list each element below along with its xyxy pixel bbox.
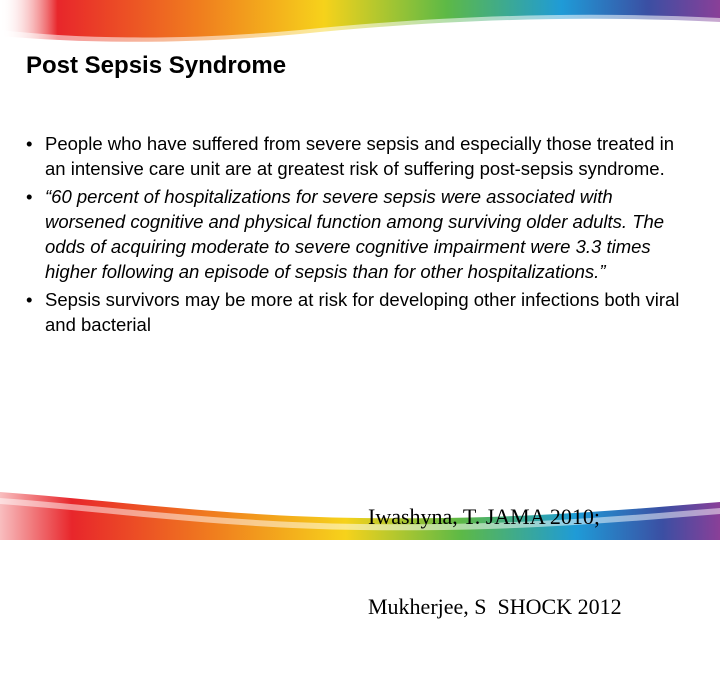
bullet-item [26, 287, 696, 337]
citation-line: Mukherjee, S SHOCK 2012 [368, 594, 622, 619]
bullet-item [26, 184, 696, 284]
bullet-quote-text: “60 percent of hospitalizations for severe sepsis were associated with worsened cognitive and physical function among surviving older adults. The odds of acquiring moderate to severe cognitive impairment were 3.3 times higher following an episode of sepsis than for other hospitalizations.” [45, 186, 665, 282]
citation-line: Iwashyna, T. JAMA 2010; [368, 504, 601, 529]
slide-title: Post Sepsis Syndrome [26, 52, 287, 79]
bullet-marker: • [26, 133, 33, 154]
bullet-list [26, 131, 696, 340]
bullet-text: People who have suffered from severe sepsis and especially those treated in an intensive care unit are at greatest risk of suffering post-sepsis syndrome. [45, 133, 675, 179]
bullet-text: Sepsis survivors may be more at risk for developing other infections both viral and bacterial [45, 289, 680, 335]
bullet-marker: • [26, 289, 33, 310]
citation [368, 442, 622, 682]
bullet-marker: • [26, 186, 33, 207]
bullet-item [26, 131, 696, 181]
